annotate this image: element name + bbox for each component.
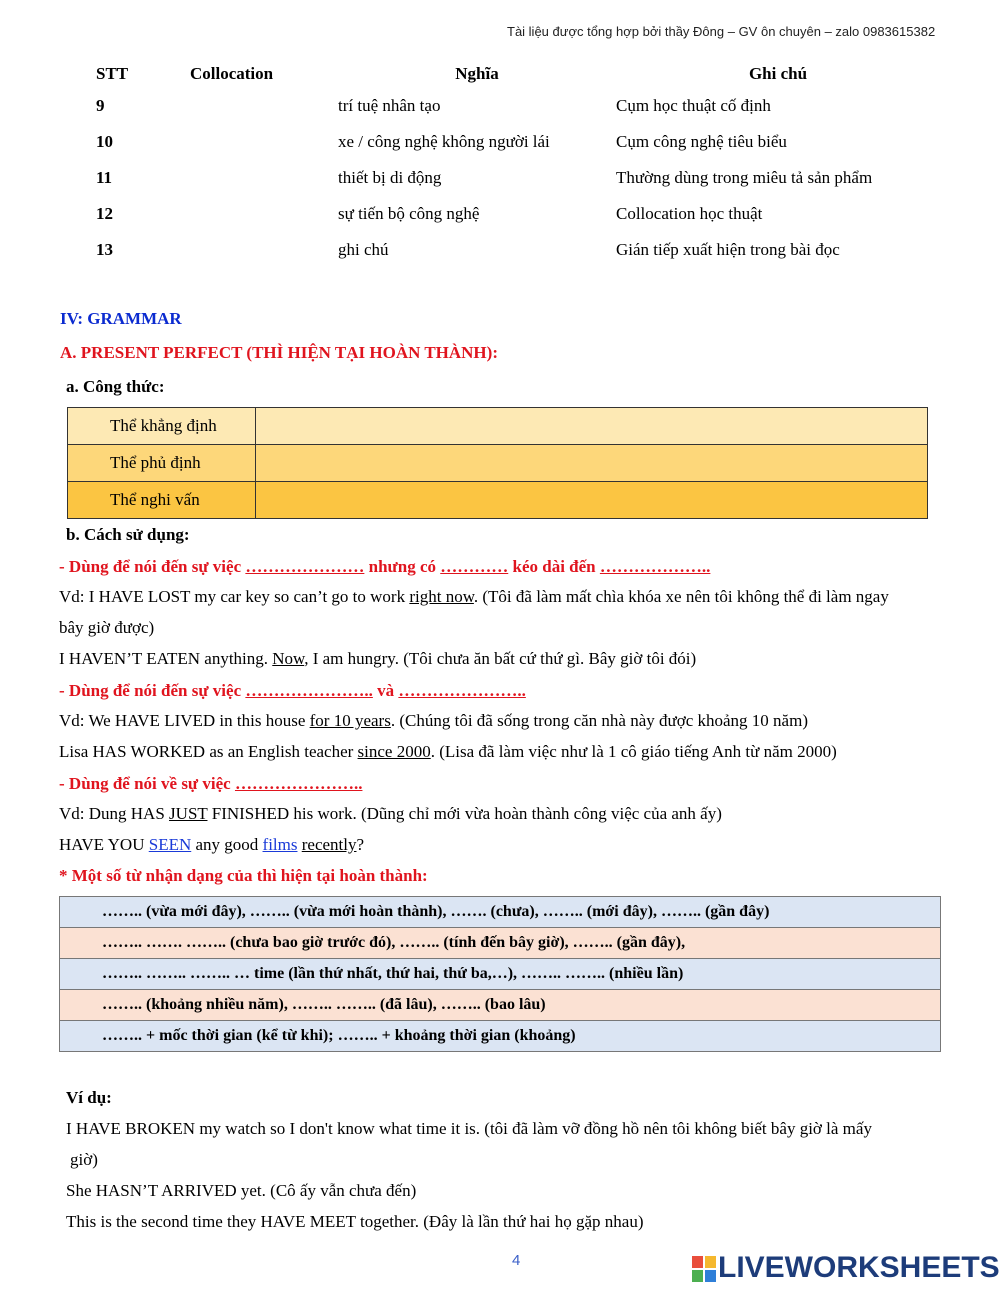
row-collocation — [190, 232, 338, 268]
formula-row-negative — [68, 445, 928, 482]
example-line: giờ) — [70, 1150, 98, 1169]
row-collocation — [190, 196, 338, 232]
formula-table — [67, 407, 928, 519]
usage-2-example-1: Vd: We HAVE LIVED in this house for 10 years. (Chúng tôi đã sống trong căn nhà này được khoảng 10 năm) — [59, 711, 808, 730]
row-meaning: sự tiến bộ công nghệ — [338, 204, 480, 223]
usage-1-example-2: I HAVEN’T EATEN anything. Now, I am hungry. (Tôi chưa ăn bất cứ thứ gì. Bây giờ tôi đói) — [59, 649, 697, 668]
signal-text[interactable]: …….. …….. …….. … time (lần thứ nhất, thứ hai, thứ ba,…), …….. …….. (nhiều lần) — [60, 959, 941, 990]
blank-field[interactable]: ………………….. — [234, 774, 363, 793]
usage-rule-1: - Dùng để nói đến sự việc ………………… nhưng có ………… kéo dài đến ……………….. — [59, 557, 711, 576]
table-row — [60, 232, 940, 268]
row-stt: 13 — [96, 240, 113, 259]
formula-heading: a. Công thức: — [66, 377, 165, 396]
formula-label: Thể khẳng định — [68, 408, 256, 445]
formula-answer-field[interactable] — [256, 445, 928, 482]
formula-row-question — [68, 482, 928, 519]
usage-rule-2: - Dùng để nói đến sự việc ………………….. và ………………….. — [59, 681, 526, 700]
section-title: IV: GRAMMAR — [60, 309, 182, 328]
col-header-stt: STT — [96, 64, 129, 83]
usage-rule-3: - Dùng để nói về sự việc ………………….. — [59, 774, 363, 793]
signal-row — [60, 897, 941, 928]
signal-row — [60, 1021, 941, 1052]
table-row — [60, 88, 940, 124]
col-header-note: Ghi chú — [748, 64, 808, 83]
liveworksheets-logo-text[interactable]: LIVEWORKSHEETS — [718, 1251, 1000, 1284]
signal-words-table — [59, 896, 941, 1052]
row-note: Cụm công nghệ tiêu biểu — [616, 132, 787, 151]
row-stt: 11 — [96, 168, 113, 187]
signal-text[interactable]: …….. ……. …….. (chưa bao giờ trước đó), …….. (tính đến bây giờ), …….. (gần đây), — [60, 928, 941, 959]
example-line: I HAVE BROKEN my watch so I don't know what time it is. (tôi đã làm vỡ đồng hồ nên tôi không biết bây giờ là mấy — [66, 1119, 872, 1138]
signal-row — [60, 928, 941, 959]
col-header-meaning: Nghĩa — [455, 64, 499, 83]
page-header: Tài liệu được tổng hợp bởi thầy Đông – GV ôn chuyên – zalo 0983615382 — [507, 24, 936, 39]
example-line: This is the second time they HAVE MEET together. (Đây là lần thứ hai họ gặp nhau) — [66, 1212, 644, 1231]
formula-label: Thể phủ định — [68, 445, 256, 482]
row-stt: 12 — [96, 204, 113, 223]
formula-row-affirmative — [68, 408, 928, 445]
row-collocation — [190, 88, 338, 124]
row-note: Cụm học thuật cố định — [616, 96, 771, 115]
row-meaning: thiết bị di động — [338, 168, 442, 187]
usage-2-example-2: Lisa HAS WORKED as an English teacher since 2000. (Lisa đã làm việc như là 1 cô giáo tiếng Anh từ năm 2000) — [59, 742, 837, 761]
formula-answer-field[interactable] — [256, 408, 928, 445]
table-row — [60, 196, 940, 232]
blank-field[interactable]: ………………… — [245, 557, 365, 576]
signal-row — [60, 959, 941, 990]
examples-heading: Ví dụ: — [66, 1088, 112, 1107]
blank-field[interactable]: ………… — [440, 557, 509, 576]
page-number: 4 — [512, 1252, 521, 1269]
row-stt: 10 — [96, 132, 113, 151]
row-note: Gián tiếp xuất hiện trong bài đọc — [616, 240, 840, 259]
usage-3-example-1: Vd: Dung HAS JUST FINISHED his work. (Dũng chỉ mới vừa hoàn thành công việc của anh ấy) — [59, 804, 722, 823]
row-stt: 9 — [96, 96, 105, 115]
usage-1-example-1-cont: bây giờ được) — [59, 618, 155, 637]
table-row — [60, 160, 940, 196]
row-note: Thường dùng trong miêu tả sản phẩm — [616, 168, 873, 187]
row-meaning: xe / công nghệ không người lái — [338, 132, 550, 151]
row-collocation — [190, 160, 338, 196]
table-header-row — [60, 60, 940, 88]
formula-label: Thể nghi vấn — [68, 482, 256, 519]
row-collocation — [190, 124, 338, 160]
row-meaning: ghi chú — [338, 240, 389, 259]
table-row — [60, 124, 940, 160]
usage-3-example-2: HAVE YOU SEEN any good films recently? — [59, 835, 365, 854]
collocation-table — [60, 60, 940, 268]
signal-text[interactable]: …….. (vừa mới đây), …….. (vừa mới hoàn thành), ……. (chưa), …….. (mới đây), …….. (gần đây) — [60, 897, 941, 928]
blank-field[interactable]: ………………….. — [245, 681, 373, 700]
link-seen[interactable]: SEEN — [148, 835, 192, 854]
liveworksheets-logo-icon — [692, 1256, 716, 1282]
blank-field[interactable]: ………………….. — [398, 681, 526, 700]
signal-text[interactable]: …….. + mốc thời gian (kể từ khi); …….. + khoảng thời gian (khoảng) — [60, 1021, 941, 1052]
signal-text[interactable]: …….. (khoảng nhiều năm), …….. …….. (đã lâu), …….. (bao lâu) — [60, 990, 941, 1021]
formula-answer-field[interactable] — [256, 482, 928, 519]
blank-field[interactable]: ……………….. — [599, 557, 711, 576]
usage-heading: b. Cách sử dụng: — [66, 525, 190, 544]
row-meaning: trí tuệ nhân tạo — [338, 96, 441, 115]
col-header-collocation: Collocation — [190, 64, 274, 83]
link-films[interactable]: films — [262, 835, 298, 854]
signal-row — [60, 990, 941, 1021]
signals-heading: * Một số từ nhận dạng của thì hiện tại hoàn thành: — [59, 866, 428, 885]
subsection-title: A. PRESENT PERFECT (THÌ HIỆN TẠI HOÀN THÀNH): — [60, 343, 498, 362]
row-note: Collocation học thuật — [616, 204, 763, 223]
example-line: She HASN’T ARRIVED yet. (Cô ấy vẫn chưa đến) — [66, 1181, 417, 1200]
usage-1-example-1: Vd: I HAVE LOST my car key so can’t go to work right now. (Tôi đã làm mất chìa khóa xe nên tôi không thể đi làm ngay — [59, 587, 889, 606]
